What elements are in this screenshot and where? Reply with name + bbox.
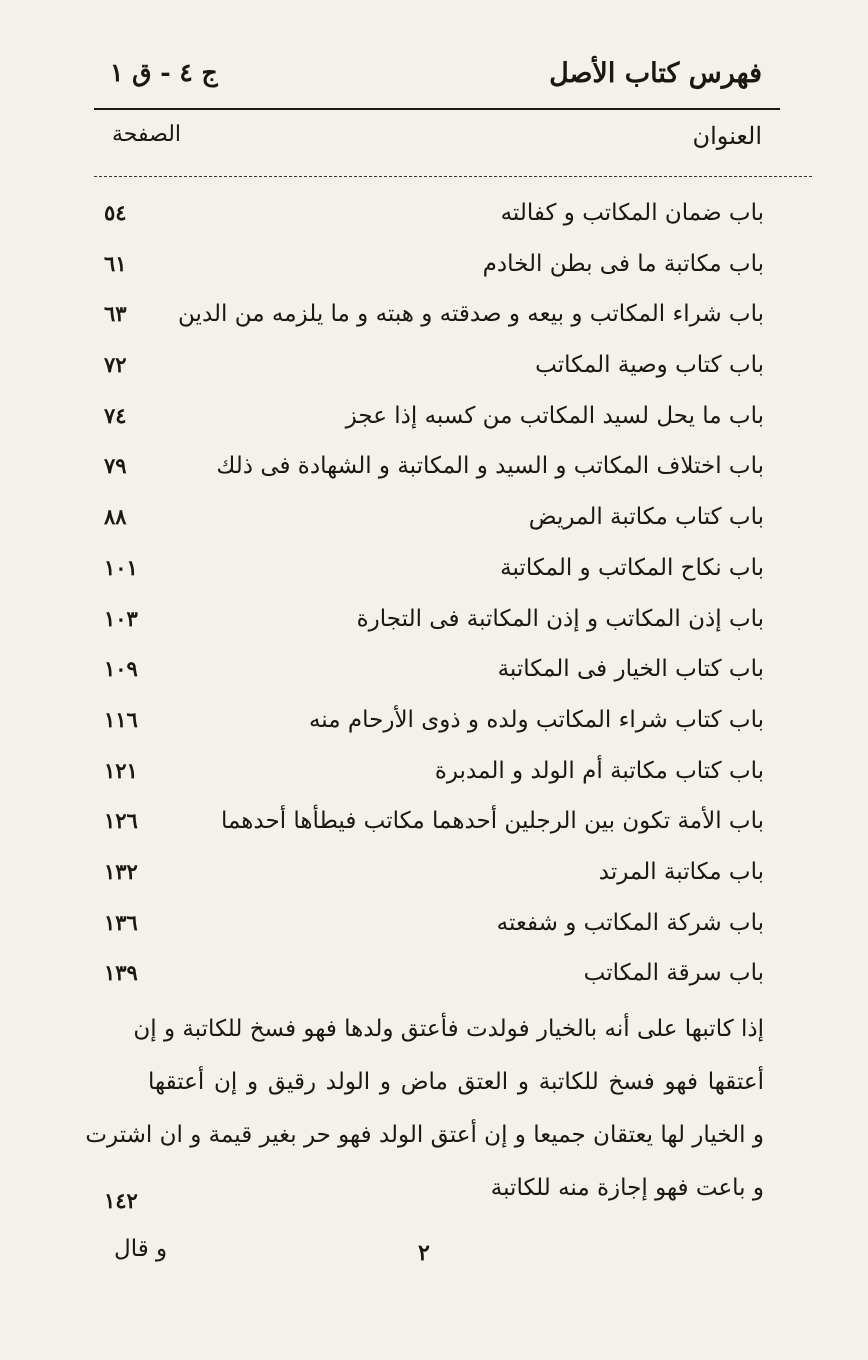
sub-entry-line: و الخيار لها يعتقان جميعا و إن أعتق الولد فهو حر بغير قيمة و ان اشترت: [85, 1122, 764, 1148]
entry-title: باب كتاب مكاتبة أم الولد و المدبرة: [434, 757, 764, 784]
entry-page-number: ١٠٣: [104, 605, 138, 631]
index-entry: [100, 598, 764, 649]
index-entry: [100, 952, 764, 1003]
entry-page-number: ١٠١: [104, 554, 138, 580]
index-entry: [100, 293, 764, 344]
index-entry: [100, 344, 764, 395]
entry-title: باب شركة المكاتب و شفعته: [496, 909, 764, 936]
entry-page-number: ١٣٩: [104, 960, 138, 986]
header-rule: [94, 108, 780, 110]
entry-title: باب كتاب شراء المكاتب ولده و ذوى الأرحام منه: [308, 706, 764, 733]
sub-entry-line: إذا كاتبها على أنه بالخيار فولدت فأعتق ولدها فهو فسخ للكاتبة و إن: [133, 1016, 764, 1042]
entry-title: باب الأمة تكون بين الرجلين أحدهما مكاتب فيطأها أحدهما: [221, 808, 764, 835]
entry-title: باب مكاتبة المرتد: [598, 858, 764, 885]
entry-title: باب ما يحل لسيد المكاتب من كسبه إذا عجز: [345, 402, 764, 429]
entry-page-number: ١٠٩: [104, 656, 138, 682]
index-entry: [100, 699, 764, 750]
sub-entry-page-number: ١٤٢: [104, 1188, 138, 1213]
entry-page-number: ١٢٦: [104, 808, 138, 834]
index-entry: [100, 192, 764, 243]
entry-title: باب مكاتبة ما فى بطن الخادم: [482, 250, 764, 277]
entry-title: باب كتاب مكاتبة المريض: [528, 504, 764, 531]
index-entry: [100, 243, 764, 294]
entry-title: باب سرقة المكاتب: [583, 960, 764, 987]
folio-number: ٢: [418, 1240, 430, 1266]
index-entry: [100, 547, 764, 598]
column-rule: [94, 176, 812, 177]
index-entry-list: [100, 192, 764, 1003]
entry-page-number: ٨٨: [104, 504, 127, 530]
index-entry: [100, 851, 764, 902]
entry-page-number: ٦١: [104, 250, 127, 276]
entry-page-number: ٦٣: [104, 301, 127, 327]
catchword: و قال: [114, 1236, 168, 1262]
index-entry: [100, 902, 764, 953]
index-entry: [100, 395, 764, 446]
entry-title: باب إذن المكاتب و إذن المكاتبة فى التجارة: [356, 605, 764, 632]
entry-title: باب ضمان المكاتب و كفالته: [500, 200, 764, 226]
index-entry: [100, 445, 764, 496]
entry-title: باب نكاح المكاتب و المكاتبة: [500, 554, 764, 581]
index-entry: [100, 496, 764, 547]
running-header-title: فهرس كتاب الأصل: [549, 58, 762, 89]
index-entry: [100, 750, 764, 801]
entry-page-number: ٥٤: [104, 200, 127, 225]
entry-title: باب كتاب الخيار فى المكاتبة: [497, 656, 764, 683]
column-heading-title: العنوان: [692, 122, 762, 150]
index-entry: [100, 800, 764, 851]
entry-page-number: ٧٢: [104, 352, 127, 378]
entry-title: باب اختلاف المكاتب و السيد و المكاتبة و الشهادة فى ذلك: [216, 453, 764, 480]
entry-page-number: ٧٩: [104, 453, 127, 479]
sub-entry-line: و باعت فهو إجازة منه للكاتبة: [490, 1175, 764, 1201]
column-heading-page: الصفحة: [112, 122, 182, 147]
index-entry: [100, 648, 764, 699]
entry-page-number: ١٣٢: [104, 858, 138, 884]
entry-page-number: ١٣٦: [104, 909, 138, 935]
entry-page-number: ١١٦: [104, 706, 138, 732]
entry-page-number: ٧٤: [104, 402, 127, 428]
running-header-volume: ج ٤ - ق ١: [110, 58, 218, 87]
entry-title: باب شراء المكاتب و بيعه و صدقته و هبته و ما يلزمه من الدين: [178, 301, 764, 328]
sub-entry-line: أعتقها فهو فسخ للكاتبة و العتق ماض و الولد رقيق و إن أعتقها: [148, 1069, 764, 1095]
entry-title: باب كتاب وصية المكاتب: [535, 352, 764, 379]
entry-page-number: ١٢١: [104, 757, 138, 783]
